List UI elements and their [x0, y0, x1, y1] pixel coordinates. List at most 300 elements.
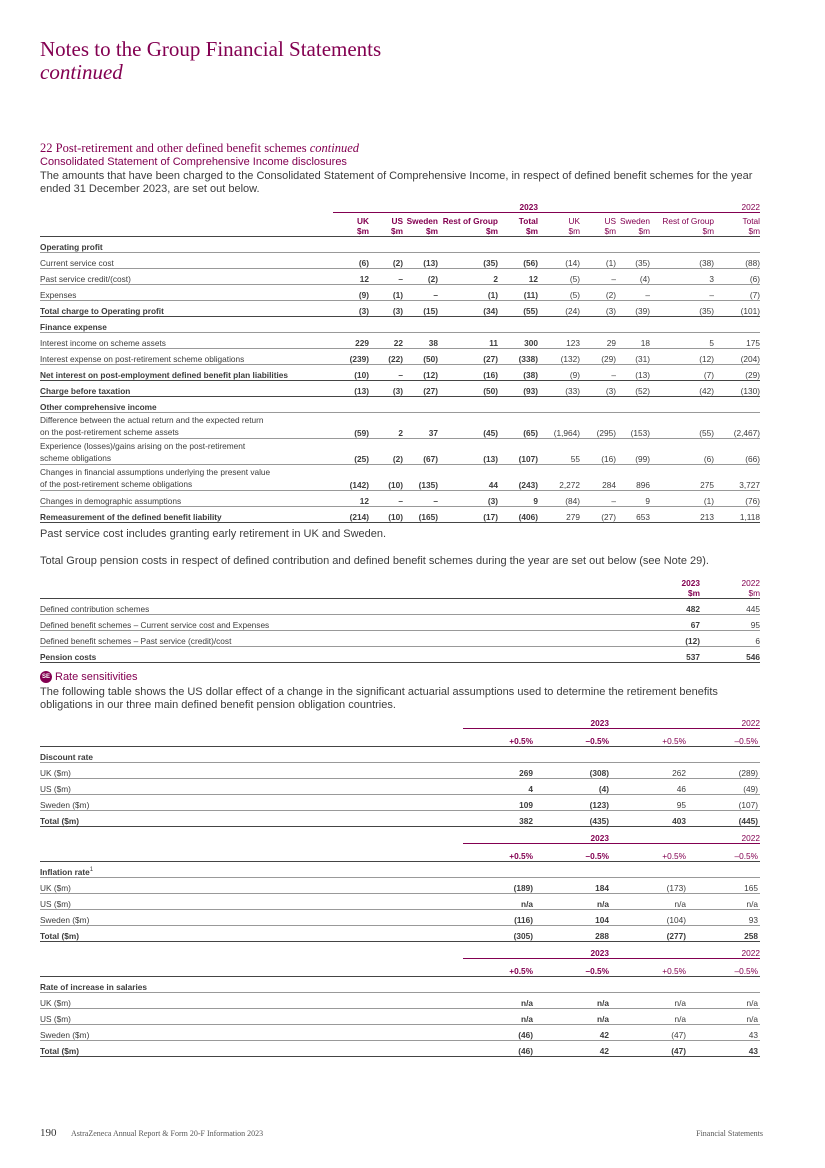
sci-row-label: Past service credit/(cost) — [40, 268, 333, 284]
sci-cell: (153) — [616, 412, 650, 438]
sci-column-unit: $m — [357, 225, 369, 236]
sensitivities-title: Rate sensitivities — [55, 671, 138, 683]
sci-column-label: US — [604, 215, 616, 226]
sci-cell: (42) — [650, 380, 714, 396]
section-subtitle: Consolidated Statement of Comprehensive Income disclosures — [40, 156, 347, 168]
sci-row — [40, 506, 760, 522]
sci-cell: (1) — [650, 490, 714, 506]
sci-cell: (107) — [498, 438, 538, 464]
sci-cell: (76) — [714, 490, 760, 506]
sensitivity-title — [40, 747, 760, 763]
pension-col-2022-unit: $m — [748, 587, 760, 598]
sci-row — [40, 364, 760, 380]
sci-cell: 9 — [498, 490, 538, 506]
sci-column-label: UK — [568, 215, 580, 226]
pension-col-2023-unit: $m — [688, 587, 700, 598]
pension-row — [40, 598, 760, 614]
sci-row-label: Interest expense on post-retirement scheme obligations — [40, 348, 333, 364]
sci-cell: (14) — [538, 252, 580, 268]
sensitivity-cell: 288 — [533, 926, 609, 942]
sci-cell: (6) — [650, 438, 714, 464]
pension-value-2022: 546 — [700, 646, 760, 662]
sci-cell: 284 — [580, 464, 616, 490]
sci-cell: (99) — [616, 438, 650, 464]
sci-cell: 1,118 — [714, 506, 760, 522]
sensitivity-cell: 269 — [463, 763, 533, 779]
sci-cell: (10) — [369, 506, 403, 522]
pension-value-2022: 95 — [700, 614, 760, 630]
pension-row-label: Defined benefit schemes – Current service cost and Expenses — [40, 614, 640, 630]
sci-row — [40, 490, 760, 506]
sensitivity-column-header: +0.5% — [463, 958, 533, 977]
pension-row-label: Defined contribution schemes — [40, 598, 640, 614]
sci-cell: (12) — [650, 348, 714, 364]
sci-cell: 44 — [438, 464, 498, 490]
sci-cell: (130) — [714, 380, 760, 396]
sci-column-label: Total — [742, 215, 760, 226]
sci-cell: (9) — [333, 284, 369, 300]
sensitivity-column-header: –0.5% — [533, 843, 609, 862]
sensitivity-title — [40, 862, 760, 878]
pension-row — [40, 614, 760, 630]
se-badge-icon: SE — [40, 671, 52, 683]
sci-row — [40, 300, 760, 316]
sci-cell: – — [616, 284, 650, 300]
sensitivity-row — [40, 763, 760, 779]
sci-row-label: Total charge to Operating profit — [40, 300, 333, 316]
sensitivity-column-header: –0.5% — [533, 958, 609, 977]
pension-row-label: Pension costs — [40, 646, 640, 662]
sci-column-header — [616, 212, 650, 236]
sci-column-header — [333, 212, 369, 236]
footer-section: Financial Statements — [696, 1129, 763, 1138]
sensitivity-cell: (435) — [533, 811, 609, 827]
sci-row-label-line1: Changes in financial assumptions underlying the present value — [40, 466, 271, 477]
sci-row-label: Interest income on scheme assets — [40, 332, 333, 348]
sci-cell: (13) — [438, 438, 498, 464]
sci-cell: 275 — [650, 464, 714, 490]
sci-cell: (2) — [403, 268, 438, 284]
sci-cell: 29 — [580, 332, 616, 348]
sensitivity-column-header: +0.5% — [609, 843, 686, 862]
sci-cell: (10) — [369, 464, 403, 490]
sensitivity-row — [40, 910, 760, 926]
sci-cell: (3) — [438, 490, 498, 506]
sci-cell: (93) — [498, 380, 538, 396]
sensitivity-row — [40, 795, 760, 811]
sci-cell: (56) — [498, 252, 538, 268]
page-number: 190 — [40, 1127, 57, 1139]
sensitivity-row-label: Total ($m) — [40, 811, 463, 827]
sci-cell: (52) — [616, 380, 650, 396]
sci-column-header — [580, 212, 616, 236]
sci-cell: (12) — [403, 364, 438, 380]
sci-cell: 175 — [714, 332, 760, 348]
sensitivity-cell: 104 — [533, 910, 609, 926]
sci-row-label — [40, 412, 333, 438]
year-2022-header: 2022 — [538, 197, 760, 212]
sci-cell: – — [403, 490, 438, 506]
sci-column-label: Sweden — [406, 215, 438, 226]
sci-cell: – — [580, 364, 616, 380]
sci-cell: (13) — [333, 380, 369, 396]
sci-cell: (55) — [498, 300, 538, 316]
sci-cell: 2 — [369, 412, 403, 438]
sci-row — [40, 332, 760, 348]
sci-row-label: Charge before taxation — [40, 380, 333, 396]
sci-row-label-line1: Experience (losses)/gains arising on the post-retirement — [40, 440, 246, 451]
sensitivity-cell: n/a — [463, 1009, 533, 1025]
sci-cell: (50) — [438, 380, 498, 396]
sensitivity-row-label: UK ($m) — [40, 763, 463, 779]
sci-cell: (39) — [616, 300, 650, 316]
sensitivity-cell: (46) — [463, 1025, 533, 1041]
sci-cell: (165) — [403, 506, 438, 522]
sci-cell: (67) — [403, 438, 438, 464]
sci-cell: 38 — [403, 332, 438, 348]
sensitivity-cell: (189) — [463, 878, 533, 894]
sensitivity-column-header: –0.5% — [533, 728, 609, 747]
sensitivity-cell: (116) — [463, 910, 533, 926]
sci-cell: (7) — [714, 284, 760, 300]
sci-cell: (27) — [580, 506, 616, 522]
sci-cell: (65) — [498, 412, 538, 438]
sci-row — [40, 316, 760, 332]
sci-cell: (101) — [714, 300, 760, 316]
sci-cell: (38) — [650, 252, 714, 268]
sci-row — [40, 396, 760, 412]
sci-cell: – — [369, 364, 403, 380]
sci-cell: – — [580, 268, 616, 284]
sci-cell: (31) — [616, 348, 650, 364]
sci-row-label — [40, 464, 333, 490]
sensitivity-cell: 93 — [686, 910, 760, 926]
sci-cell: 2,272 — [538, 464, 580, 490]
sensitivity-row — [40, 926, 760, 942]
sci-column-label: US — [391, 215, 403, 226]
sci-cell: 3 — [650, 268, 714, 284]
sci-cell: (5) — [538, 284, 580, 300]
sensitivity-title-text: Discount rate — [40, 752, 94, 762]
sci-column-unit: $m — [604, 225, 616, 236]
sci-cell: (11) — [498, 284, 538, 300]
sensitivity-year-a: 2023 — [463, 828, 609, 843]
sci-cell: (50) — [403, 348, 438, 364]
sensitivity-cell: 46 — [609, 779, 686, 795]
sensitivity-year-a: 2023 — [463, 713, 609, 728]
sensitivity-cell: 43 — [686, 1041, 760, 1057]
sci-row — [40, 252, 760, 268]
sensitivity-cell: n/a — [686, 993, 760, 1009]
sci-cell: (10) — [333, 364, 369, 380]
sci-cell: (59) — [333, 412, 369, 438]
sci-cell: (338) — [498, 348, 538, 364]
sensitivity-cell: 382 — [463, 811, 533, 827]
sci-row-label — [40, 438, 333, 464]
sensitivity-cell: n/a — [686, 894, 760, 910]
sci-cell: (6) — [714, 268, 760, 284]
sci-column-label: UK — [357, 215, 369, 226]
sensitivity-cell: 109 — [463, 795, 533, 811]
sensitivity-cell: 184 — [533, 878, 609, 894]
sci-cell: (25) — [333, 438, 369, 464]
sci-column-header — [650, 212, 714, 236]
sci-cell: (3) — [333, 300, 369, 316]
sci-cell: – — [369, 490, 403, 506]
sci-column-label: Sweden — [620, 215, 650, 226]
sensitivity-title — [40, 977, 760, 993]
sci-column-label: Total — [518, 215, 538, 226]
sci-column-unit: $m — [526, 225, 538, 236]
sensitivity-cell: n/a — [686, 1009, 760, 1025]
sci-row — [40, 284, 760, 300]
sensitivity-cell: (107) — [686, 795, 760, 811]
sci-cell: (1) — [580, 252, 616, 268]
sci-cell: (243) — [498, 464, 538, 490]
sci-column-unit: $m — [702, 225, 714, 236]
sci-cell: (204) — [714, 348, 760, 364]
sensitivity-cell: (277) — [609, 926, 686, 942]
sensitivity-column-header: –0.5% — [686, 843, 760, 862]
sensitivity-cell: (4) — [533, 779, 609, 795]
sci-cell: 12 — [333, 490, 369, 506]
pension-col-2023: 2023 — [681, 577, 700, 588]
sensitivity-row-label: US ($m) — [40, 779, 463, 795]
sci-cell: 229 — [333, 332, 369, 348]
sensitivity-table — [40, 943, 760, 1057]
sci-row-label: Net interest on post-employment defined benefit plan liabilities — [40, 364, 333, 380]
sensitivity-cell: n/a — [609, 993, 686, 1009]
sci-row — [40, 236, 760, 252]
sci-cell: 37 — [403, 412, 438, 438]
footer-publication: AstraZeneca Annual Report & Form 20-F Information 2023 — [71, 1129, 264, 1138]
sci-column-unit: $m — [486, 225, 498, 236]
sensitivity-cell: (123) — [533, 795, 609, 811]
sci-cell: 896 — [616, 464, 650, 490]
sensitivity-cell: (47) — [609, 1025, 686, 1041]
section-number-title: 22 Post-retirement and other defined benefit schemes — [40, 141, 307, 155]
sci-cell: – — [650, 284, 714, 300]
sci-cell: (135) — [403, 464, 438, 490]
sci-cell: (29) — [714, 364, 760, 380]
sci-cell: 279 — [538, 506, 580, 522]
sci-cell: (24) — [538, 300, 580, 316]
sensitivity-row — [40, 1041, 760, 1057]
sci-column-unit: $m — [638, 225, 650, 236]
sensitivity-cell: n/a — [533, 894, 609, 910]
sci-cell: (13) — [616, 364, 650, 380]
pension-value-2022: 6 — [700, 630, 760, 646]
pension-value-2022: 445 — [700, 598, 760, 614]
sensitivity-cell: (46) — [463, 1041, 533, 1057]
sensitivity-row — [40, 878, 760, 894]
section-heading — [40, 141, 359, 156]
sensitivity-cell: n/a — [609, 1009, 686, 1025]
sci-cell: (55) — [650, 412, 714, 438]
sensitivity-title-text: Rate of increase in salaries — [40, 982, 147, 992]
sci-cell: (3) — [369, 380, 403, 396]
sci-column-label: Rest of Group — [662, 215, 714, 226]
sci-cell: 12 — [333, 268, 369, 284]
sci-cell: (1) — [369, 284, 403, 300]
sci-cell: (2,467) — [714, 412, 760, 438]
sci-cell: (2) — [369, 438, 403, 464]
sci-row — [40, 348, 760, 364]
sensitivities-intro: The following table shows the US dollar effect of a change in the significant actuarial assumptions used to determine the retirement benefits obligations in our three main defined benefit pension obligation countries. — [40, 686, 718, 711]
sensitivity-cell: (47) — [609, 1041, 686, 1057]
sensitivity-footnote-ref: 1 — [89, 867, 94, 874]
sci-cell: (2) — [369, 252, 403, 268]
pension-value-2023: 537 — [640, 646, 700, 662]
sci-cell: (15) — [403, 300, 438, 316]
sci-column-header — [714, 212, 760, 236]
sci-cell: (17) — [438, 506, 498, 522]
sensitivity-title-text: Inflation rate — [40, 867, 90, 877]
sensitivity-cell: (49) — [686, 779, 760, 795]
sci-cell: (16) — [580, 438, 616, 464]
sensitivity-cell: n/a — [609, 894, 686, 910]
sci-table — [40, 197, 760, 523]
sensitivity-year-b: 2022 — [609, 943, 760, 958]
sci-row — [40, 268, 760, 284]
sensitivity-cell: (308) — [533, 763, 609, 779]
sci-cell: (295) — [580, 412, 616, 438]
sci-cell: 3,727 — [714, 464, 760, 490]
sensitivity-row-label: Sweden ($m) — [40, 1025, 463, 1041]
note-total-pension: Total Group pension costs in respect of defined contribution and defined benefit schemes during the year are set out below (see Note 29). — [40, 555, 709, 567]
sensitivity-cell: 42 — [533, 1041, 609, 1057]
sci-row-label: Operating profit — [40, 236, 760, 252]
sci-row-label-line1: Difference between the actual return and the expected return — [40, 414, 264, 425]
sci-column-unit: $m — [748, 225, 760, 236]
pension-col-2022: 2022 — [741, 577, 760, 588]
sci-cell: (88) — [714, 252, 760, 268]
sensitivity-column-header: –0.5% — [686, 958, 760, 977]
sci-cell: (239) — [333, 348, 369, 364]
sci-cell: (7) — [650, 364, 714, 380]
sci-row-label: Other comprehensive income — [40, 396, 760, 412]
sensitivity-year-b: 2022 — [609, 828, 760, 843]
sci-row-label: Current service cost — [40, 252, 333, 268]
sci-cell: (35) — [616, 252, 650, 268]
sci-row — [40, 412, 760, 438]
sensitivity-year-b: 2022 — [609, 713, 760, 728]
sci-row-label: Finance expense — [40, 316, 760, 332]
sensitivity-row — [40, 1025, 760, 1041]
sensitivity-cell: 42 — [533, 1025, 609, 1041]
sci-cell: (16) — [438, 364, 498, 380]
sci-cell: (13) — [403, 252, 438, 268]
sci-row-label: Changes in demographic assumptions — [40, 490, 333, 506]
sensitivity-column-header: +0.5% — [463, 843, 533, 862]
sci-cell: (5) — [538, 268, 580, 284]
sensitivity-row-label: UK ($m) — [40, 878, 463, 894]
sci-cell: 123 — [538, 332, 580, 348]
sci-cell: (1) — [438, 284, 498, 300]
sci-cell: (33) — [538, 380, 580, 396]
sci-cell: (132) — [538, 348, 580, 364]
sci-row-label: Expenses — [40, 284, 333, 300]
page-title: Notes to the Group Financial Statements — [40, 37, 382, 61]
sci-cell: (84) — [538, 490, 580, 506]
sci-cell: (29) — [580, 348, 616, 364]
sci-cell: (3) — [580, 300, 616, 316]
pension-value-2023: (12) — [640, 630, 700, 646]
sensitivity-row-label: Sweden ($m) — [40, 910, 463, 926]
sci-cell: – — [403, 284, 438, 300]
sensitivity-cell: 258 — [686, 926, 760, 942]
sci-cell: (1,964) — [538, 412, 580, 438]
sci-cell: (22) — [369, 348, 403, 364]
sci-column-unit: $m — [391, 225, 403, 236]
sci-cell: 213 — [650, 506, 714, 522]
year-2023-header: 2023 — [333, 197, 538, 212]
sci-cell: (3) — [580, 380, 616, 396]
sci-column-unit: $m — [568, 225, 580, 236]
sci-column-unit: $m — [426, 225, 438, 236]
sci-cell: (142) — [333, 464, 369, 490]
page-subtitle: continued — [40, 60, 123, 84]
sensitivity-row — [40, 993, 760, 1009]
sensitivity-row-label: Total ($m) — [40, 926, 463, 942]
sensitivity-column-header: +0.5% — [609, 728, 686, 747]
sensitivity-cell: 4 — [463, 779, 533, 795]
sci-cell: (27) — [403, 380, 438, 396]
sci-column-header — [403, 212, 438, 236]
sensitivity-cell: (104) — [609, 910, 686, 926]
sci-cell: 653 — [616, 506, 650, 522]
pension-value-2023: 67 — [640, 614, 700, 630]
sensitivity-cell: 95 — [609, 795, 686, 811]
sci-cell: (34) — [438, 300, 498, 316]
sensitivity-cell: 43 — [686, 1025, 760, 1041]
pension-costs-table — [40, 576, 760, 663]
sci-cell: 300 — [498, 332, 538, 348]
sci-cell: 12 — [498, 268, 538, 284]
sci-column-header — [369, 212, 403, 236]
sensitivity-column-header: –0.5% — [686, 728, 760, 747]
sci-cell: (9) — [538, 364, 580, 380]
sci-cell: 9 — [616, 490, 650, 506]
note-past-service: Past service cost includes granting early retirement in UK and Sweden. — [40, 528, 387, 540]
sci-cell: (406) — [498, 506, 538, 522]
sci-cell: 5 — [650, 332, 714, 348]
pension-value-2023: 482 — [640, 598, 700, 614]
sensitivity-row-label: Total ($m) — [40, 1041, 463, 1057]
sensitivity-row-label: UK ($m) — [40, 993, 463, 1009]
sci-row-label-line2: on the post-retirement scheme assets — [40, 426, 179, 437]
sci-cell: (35) — [438, 252, 498, 268]
sensitivity-row-label: US ($m) — [40, 894, 463, 910]
sensitivity-row — [40, 894, 760, 910]
sensitivity-column-header: +0.5% — [463, 728, 533, 747]
sci-column-header — [498, 212, 538, 236]
sensitivity-cell: 403 — [609, 811, 686, 827]
sci-cell: (45) — [438, 412, 498, 438]
sci-column-label: Rest of Group — [442, 215, 498, 226]
sci-cell: (4) — [616, 268, 650, 284]
sensitivities-heading — [40, 671, 138, 683]
sci-cell: – — [369, 268, 403, 284]
sensitivity-cell: (305) — [463, 926, 533, 942]
sensitivity-row-label: Sweden ($m) — [40, 795, 463, 811]
sci-row — [40, 464, 760, 490]
pension-row — [40, 646, 760, 662]
sensitivity-row-label: US ($m) — [40, 1009, 463, 1025]
sensitivity-cell: n/a — [533, 993, 609, 1009]
sci-cell: – — [580, 490, 616, 506]
sci-cell: (6) — [333, 252, 369, 268]
